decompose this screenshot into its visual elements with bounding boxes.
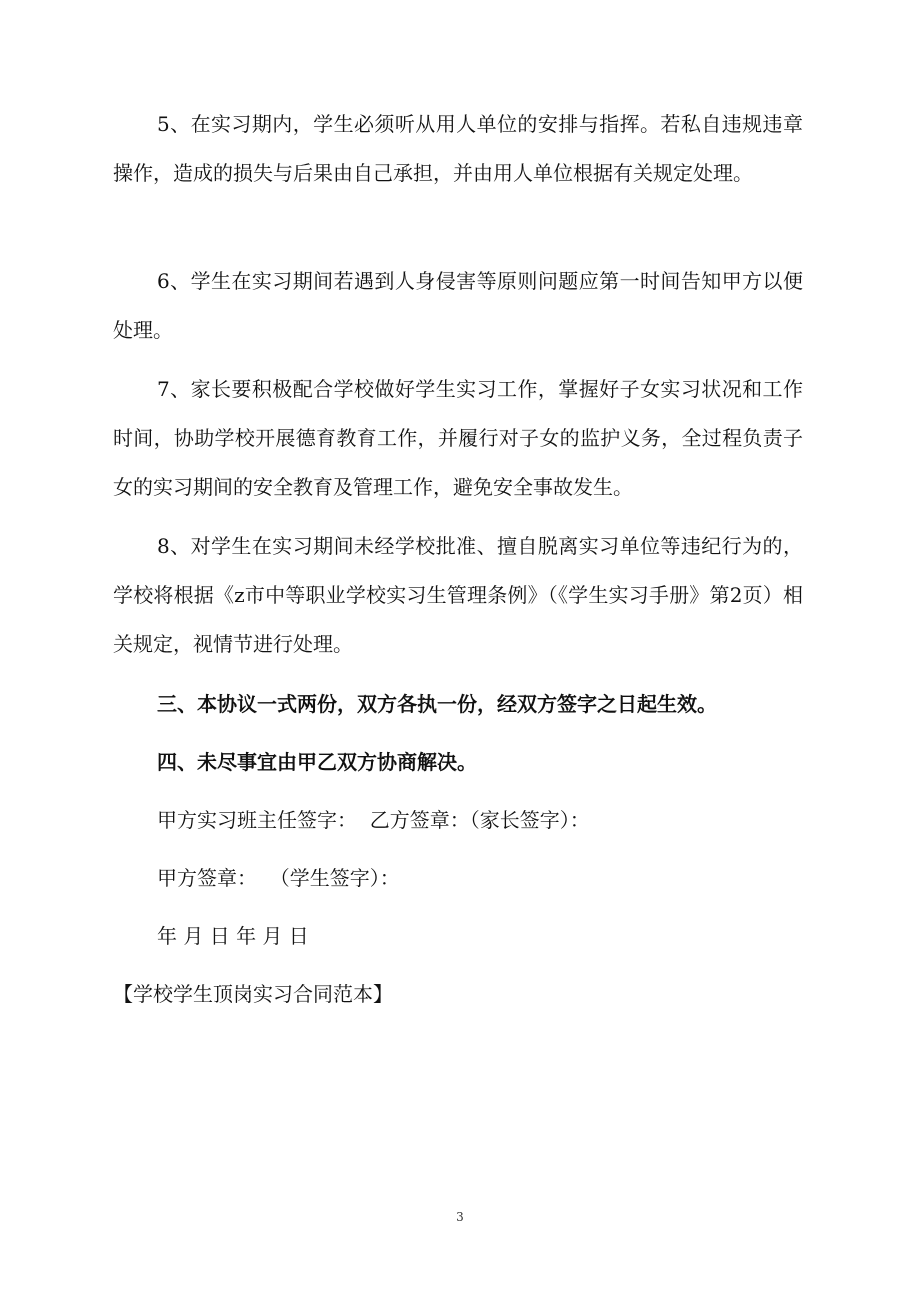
- clause-7: 7、家长要积极配合学校做好学生实习工作，掌握好子女实习状况和工作时间，协助学校开展德育教育工作，并履行对子女的监护义务，全过程负责子女的实习期间的安全教育及管理工作，避免安全事故发生。: [113, 377, 803, 499]
- clause-6: 6、学生在实习期间若遇到人身侵害等原则问题应第一时间告知甲方以便处理。: [113, 269, 803, 342]
- clause-5: 5、在实习期内，学生必须听从用人单位的安排与指挥。若私自违规违章操作，造成的损失与后果由自己承担，并由用人单位根据有关规定处理。: [113, 112, 803, 185]
- signature-line-teacher-parent: 甲方实习班主任签字： 乙方签章：（家长签字）：: [157, 808, 590, 832]
- date-line: 年 月 日 年 月 日: [157, 924, 309, 948]
- clause-8: 8、对学生在实习期间未经学校批准、擅自脱离实习单位等违纪行为的，学校将根据《z市中等职业学校实习生管理条例》（《学生实习手册》第2页）相关规定，视情节进行处理。: [113, 534, 803, 656]
- document-title: 【学校学生顶岗实习合同范本】: [113, 982, 393, 1006]
- page-number: 3: [456, 1210, 464, 1224]
- section-three-heading: 三、本协议一式两份，双方各执一份，经双方签字之日起生效。: [157, 692, 717, 716]
- section-four-heading: 四、未尽事宜由甲乙双方协商解决。: [157, 750, 477, 774]
- signature-line-party-a-student: 甲方签章： （学生签字）：: [157, 866, 400, 890]
